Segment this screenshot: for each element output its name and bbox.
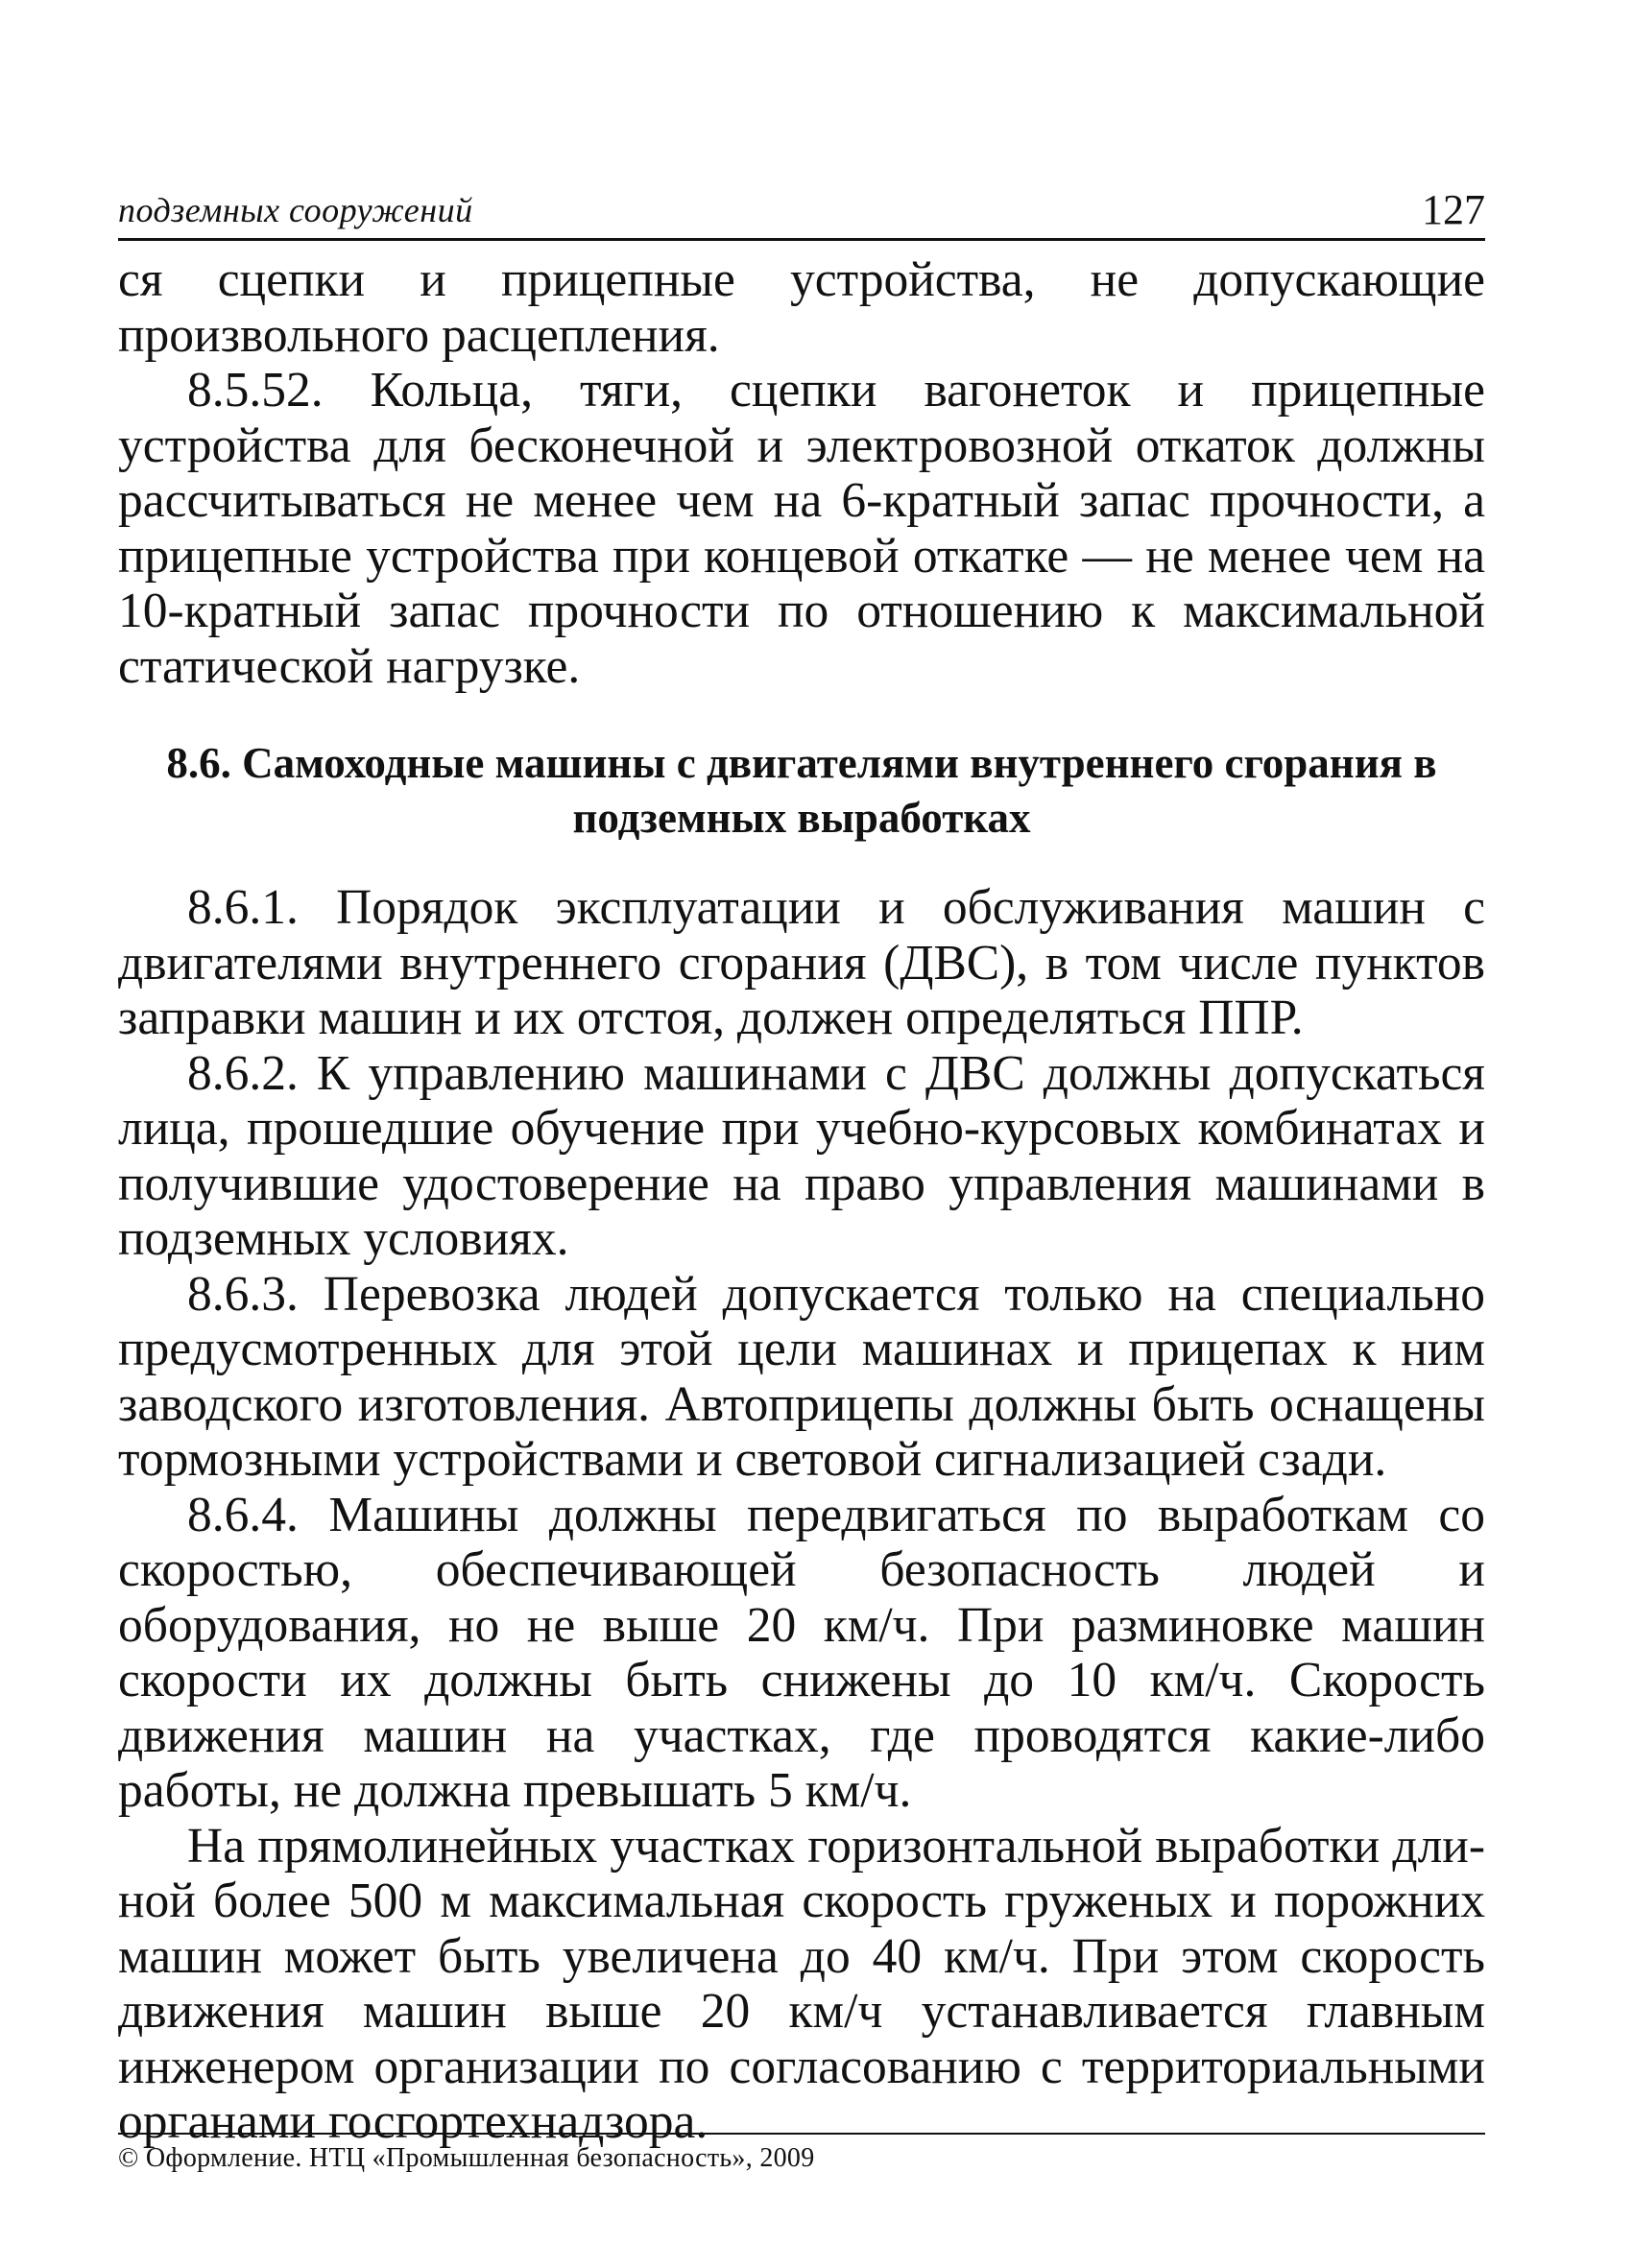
- footer-rule: [118, 2133, 1485, 2135]
- paragraph-8-6-2: 8.6.2. К управлению машинами с ДВС должны допускаться лица, прошедшие обучение при учебно-курсовых комбинатах и получившие удостоверение на право управления машинами в подземных условиях.: [118, 1045, 1485, 1266]
- paragraph-8-6-3: 8.6.3. Перевозка людей допускается только на специально предусмотренных для этой цели машинах и прицепах к ним заводского изготовления. Автоприцепы должны быть оснащены тормозными устройствами и световой сигнализацией сзади.: [118, 1266, 1485, 1487]
- running-header: [118, 184, 1485, 241]
- page-number: 127: [1422, 186, 1485, 233]
- section-heading-8-6: 8.6. Самоходные машины с двигателями внутреннего сгорания в подземных выработках: [166, 739, 1437, 842]
- paragraph-8-5-52: 8.5.52. Кольца, тяги, сцепки вагонеток и прицепные устройства для бесконечной и электровозной откаток должны рассчитываться не менее чем на 6-кратный запас прочности, а прицепные устройства при концевой откатке — не менее чем на 10-кратный запас прочности по отношению к максимальной статической нагрузке.: [118, 363, 1485, 694]
- paragraph-continuation: ся сцепки и прицепные устройства, не допускающие произвольного расцепления.: [118, 252, 1485, 363]
- running-title: подземных сооружений: [118, 191, 473, 229]
- body-text: [118, 252, 1485, 2150]
- paragraph-8-6-4: 8.6.4. Машины должны передвигаться по выработкам со скоростью, обеспечивающей безопасность людей и оборудования, но не выше 20 км/ч. При разминовке машин скорости их должны быть снижены до 10 км/ч. Скорость движения машин на участках, где проводятся какие-либо работы, не должна превышать 5 км/ч.: [118, 1487, 1485, 1818]
- paragraph-8-6-1: 8.6.1. Порядок эксплуатации и обслуживания машин с двигателями внутреннего сгорания (ДВС), в том числе пунктов заправки машин и их отстоя, должен определяться ППР.: [118, 880, 1485, 1045]
- footer-copyright: © Оформление. НТЦ «Промышленная безопасность», 2009: [118, 2143, 815, 2173]
- paragraph-speed-limits: На прямолинейных участках горизонтальной выработки длиной более 500 м максимальная скорость груженых и порожних машин может быть увеличена до 40 км/ч. При этом скорость движения машин выше 20 км/ч устанавливается главным инженером организации по согласованию с территориальными органами госгортехнадзора.: [118, 1818, 1485, 2149]
